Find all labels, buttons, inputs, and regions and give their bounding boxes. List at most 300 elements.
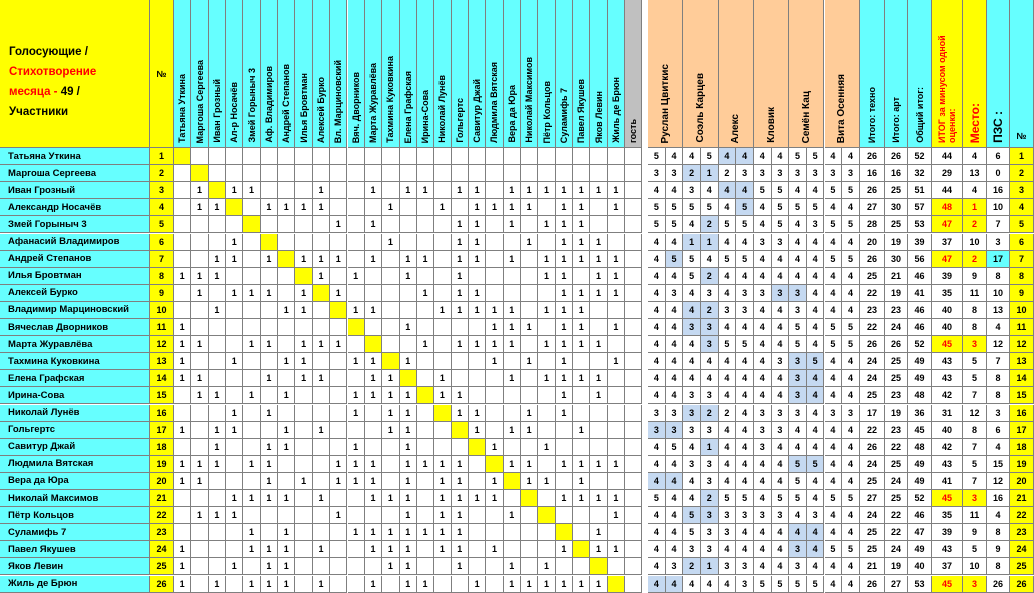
vote-cell	[278, 216, 295, 233]
judge-score-cell: 3	[789, 165, 807, 182]
vote-cell	[486, 387, 503, 404]
judge-score-cell: 4	[666, 541, 684, 558]
vote-cell: 1	[226, 234, 243, 251]
vote-cell: 1	[556, 336, 573, 353]
vote-cell: 1	[243, 182, 260, 199]
vote-cell: 1	[452, 251, 469, 268]
vote-cell: 1	[226, 558, 243, 575]
summary-cell: 11	[963, 285, 987, 302]
vote-cell	[521, 541, 538, 558]
judge-score-cell: 4	[789, 234, 807, 251]
judge-score-cell: 3	[683, 319, 701, 336]
summary-cell: 2	[963, 216, 987, 233]
judge-score-cell: 5	[789, 473, 807, 490]
judge-score-cell: 4	[736, 148, 754, 165]
vote-cell: 1	[191, 473, 208, 490]
vote-cell	[434, 216, 451, 233]
judge-score-cell: 4	[666, 507, 684, 524]
vote-cell	[243, 251, 260, 268]
vote-cell: 1	[434, 199, 451, 216]
vote-cell: 1	[608, 285, 625, 302]
vote-cell	[191, 576, 208, 593]
vote-cell: 1	[469, 251, 486, 268]
vote-cell: 1	[209, 302, 226, 319]
summary-header-label: ПЗС :	[991, 111, 1005, 143]
judge-score-cell: 4	[825, 148, 843, 165]
vote-cell	[573, 524, 590, 541]
vote-cell	[625, 165, 642, 182]
vote-cell	[191, 524, 208, 541]
vote-cell: 1	[590, 576, 607, 593]
judge-score-cell: 4	[648, 302, 666, 319]
summary-cell: 2	[1010, 165, 1034, 182]
voter-column-header	[504, 0, 521, 148]
judge-score-cell: 4	[701, 182, 719, 199]
vote-cell	[556, 558, 573, 575]
participant-number: 6	[150, 234, 174, 251]
judge-score-cell: 4	[719, 576, 737, 593]
vote-cell: 1	[174, 558, 191, 575]
vote-cell	[434, 353, 451, 370]
summary-cell: 14	[1010, 370, 1034, 387]
judge-score-cell: 5	[842, 490, 860, 507]
summary-cell: 16	[1010, 405, 1034, 422]
vote-cell: 1	[261, 199, 278, 216]
participant-number: 24	[150, 541, 174, 558]
vote-cell: 1	[504, 251, 521, 268]
vote-cell: 1	[243, 336, 260, 353]
judge-score-cell: 4	[736, 234, 754, 251]
vote-cell	[191, 405, 208, 422]
summary-cell: 3	[987, 405, 1010, 422]
vote-cell	[295, 268, 312, 285]
vote-cell: 1	[521, 576, 538, 593]
vote-cell: 1	[417, 251, 434, 268]
summary-cell: 11	[1010, 319, 1034, 336]
vote-cell: 1	[313, 268, 330, 285]
vote-cell: 1	[330, 456, 347, 473]
summary-cell: 45	[908, 422, 932, 439]
vote-cell	[330, 353, 347, 370]
vote-cell	[608, 216, 625, 233]
vote-cell	[278, 148, 295, 165]
vote-cell: 1	[209, 507, 226, 524]
vote-cell	[608, 148, 625, 165]
vote-cell	[278, 319, 295, 336]
vote-cell	[191, 302, 208, 319]
vote-cell: 1	[521, 182, 538, 199]
vote-cell	[486, 234, 503, 251]
vote-cell: 1	[556, 319, 573, 336]
judge-score-cell: 4	[666, 387, 684, 404]
judge-score-cell: 5	[789, 490, 807, 507]
summary-cell: 44	[932, 148, 963, 165]
vote-cell: 1	[209, 422, 226, 439]
vote-cell	[243, 234, 260, 251]
vote-cell: 1	[295, 302, 312, 319]
vote-cell	[365, 148, 382, 165]
vote-cell	[313, 558, 330, 575]
vote-cell	[452, 439, 469, 456]
vote-cell	[313, 216, 330, 233]
vote-cell	[174, 182, 191, 199]
vote-cell	[226, 473, 243, 490]
title-line-3-slash: /	[73, 86, 80, 98]
vote-cell: 1	[452, 387, 469, 404]
summary-cell: 10	[963, 558, 987, 575]
vote-cell: 1	[434, 490, 451, 507]
judge-score-cell: 4	[683, 370, 701, 387]
vote-cell: 1	[365, 541, 382, 558]
participant-number: 3	[150, 182, 174, 199]
vote-cell	[191, 541, 208, 558]
summary-cell: 23	[885, 387, 908, 404]
vote-cell: 1	[521, 473, 538, 490]
judge-score-cell: 5	[825, 216, 843, 233]
vote-cell	[295, 541, 312, 558]
judge-score-cell: 3	[772, 507, 790, 524]
summary-cell: 52	[908, 336, 932, 353]
vote-cell	[382, 456, 399, 473]
vote-cell	[348, 251, 365, 268]
judge-score-cell: 5	[825, 182, 843, 199]
voter-name: гость	[628, 119, 639, 143]
judge-score-cell: 3	[789, 353, 807, 370]
summary-cell: 25	[885, 182, 908, 199]
vote-cell: 1	[348, 439, 365, 456]
vote-cell: 1	[174, 541, 191, 558]
vote-cell	[625, 576, 642, 593]
voter-column-header	[521, 0, 538, 148]
vote-cell	[261, 182, 278, 199]
vote-cell	[295, 319, 312, 336]
vote-cell: 1	[590, 268, 607, 285]
judge-score-cell: 3	[789, 541, 807, 558]
judge-score-cell: 4	[701, 353, 719, 370]
judge-score-cell: 4	[736, 473, 754, 490]
vote-cell: 1	[313, 576, 330, 593]
vote-cell: 1	[538, 558, 555, 575]
summary-cell: 46	[908, 507, 932, 524]
judge-score-cell: 4	[807, 405, 825, 422]
judge-score-cell: 4	[825, 576, 843, 593]
judge-score-cell: 3	[719, 302, 737, 319]
judge-score-cell: 4	[807, 422, 825, 439]
vote-cell: 1	[469, 234, 486, 251]
summary-cell: 8	[963, 302, 987, 319]
judge-score-cell: 5	[683, 507, 701, 524]
vote-cell: 1	[174, 576, 191, 593]
vote-cell	[278, 165, 295, 182]
judge-score-cell: 4	[648, 541, 666, 558]
title-line-1: Голосующие /	[9, 46, 88, 58]
voter-name: Вера да Юра	[506, 85, 517, 143]
vote-cell	[330, 165, 347, 182]
summary-cell: 7	[1010, 251, 1034, 268]
vote-cell: 1	[400, 268, 417, 285]
summary-cell: 49	[908, 473, 932, 490]
vote-cell	[243, 199, 260, 216]
judge-score-cell: 4	[754, 251, 772, 268]
vote-cell	[243, 302, 260, 319]
vote-cell: 1	[400, 405, 417, 422]
vote-cell: 1	[608, 182, 625, 199]
vote-cell	[556, 507, 573, 524]
vote-cell: 1	[556, 576, 573, 593]
vote-cell: 1	[573, 473, 590, 490]
vote-cell	[625, 456, 642, 473]
participant-number: 14	[150, 370, 174, 387]
participant-number: 26	[150, 576, 174, 593]
vote-cell: 1	[226, 490, 243, 507]
judge-score-cell: 4	[666, 302, 684, 319]
vote-cell: 1	[556, 405, 573, 422]
vote-cell: 1	[400, 490, 417, 507]
vote-cell	[209, 524, 226, 541]
vote-cell	[504, 524, 521, 541]
vote-cell	[278, 507, 295, 524]
vote-cell: 1	[191, 456, 208, 473]
vote-cell: 1	[504, 319, 521, 336]
participant-number: 13	[150, 353, 174, 370]
judge-score-cell: 4	[719, 370, 737, 387]
summary-cell: 24	[860, 507, 885, 524]
vote-cell	[278, 473, 295, 490]
vote-cell	[313, 387, 330, 404]
vote-cell	[486, 285, 503, 302]
summary-cell: 26	[987, 576, 1010, 593]
vote-cell	[348, 234, 365, 251]
vote-cell	[608, 370, 625, 387]
vote-cell	[486, 558, 503, 575]
judge-score-cell: 3	[701, 541, 719, 558]
vote-cell: 1	[590, 456, 607, 473]
summary-cell: 5	[963, 370, 987, 387]
vote-cell	[625, 370, 642, 387]
judge-score-cell: 5	[736, 490, 754, 507]
vote-cell	[295, 558, 312, 575]
judge-score-cell: 4	[719, 268, 737, 285]
vote-cell: 1	[452, 456, 469, 473]
vote-cell	[486, 182, 503, 199]
summary-cell: 22	[1010, 507, 1034, 524]
vote-cell	[243, 439, 260, 456]
vote-cell	[538, 456, 555, 473]
vote-cell	[573, 165, 590, 182]
judge-score-cell: 4	[666, 490, 684, 507]
vote-cell: 1	[556, 216, 573, 233]
vote-cell	[243, 370, 260, 387]
vote-cell: 1	[261, 576, 278, 593]
vote-cell	[278, 456, 295, 473]
summary-cell: 25	[860, 541, 885, 558]
vote-cell: 1	[382, 387, 399, 404]
judge-score-cell: 5	[648, 199, 666, 216]
vote-cell	[209, 405, 226, 422]
judge-score-cell: 3	[789, 370, 807, 387]
participant-number: 18	[150, 439, 174, 456]
vote-cell	[486, 216, 503, 233]
summary-cell: 43	[932, 541, 963, 558]
vote-cell	[417, 490, 434, 507]
vote-cell: 1	[382, 422, 399, 439]
vote-cell: 1	[209, 576, 226, 593]
vote-cell	[625, 182, 642, 199]
judge-score-cell: 3	[666, 405, 684, 422]
summary-cell: 24	[860, 370, 885, 387]
participant-name: Людмила Вятская	[0, 456, 150, 473]
voter-column-header	[174, 0, 191, 148]
vote-cell: 1	[209, 456, 226, 473]
vote-cell	[191, 422, 208, 439]
vote-cell	[521, 285, 538, 302]
vote-cell	[504, 148, 521, 165]
vote-cell	[625, 473, 642, 490]
vote-cell	[348, 336, 365, 353]
summary-header-label: Итого: техно	[867, 86, 877, 143]
judge-score-cell: 5	[825, 319, 843, 336]
vote-cell	[417, 405, 434, 422]
summary-cell: 9	[1010, 285, 1034, 302]
vote-cell: 1	[538, 370, 555, 387]
summary-cell: 8	[987, 387, 1010, 404]
vote-cell	[486, 422, 503, 439]
judge-score-cell: 5	[754, 182, 772, 199]
judge-score-cell: 4	[736, 456, 754, 473]
vote-cell	[382, 268, 399, 285]
vote-cell: 1	[538, 576, 555, 593]
summary-cell: 45	[932, 490, 963, 507]
judge-score-cell: 5	[789, 148, 807, 165]
vote-cell	[261, 524, 278, 541]
vote-cell	[590, 422, 607, 439]
vote-cell	[330, 524, 347, 541]
summary-cell: 19	[885, 285, 908, 302]
judge-score-cell: 3	[754, 507, 772, 524]
voter-column-header	[452, 0, 469, 148]
judge-score-cell: 4	[789, 507, 807, 524]
vote-cell: 1	[556, 370, 573, 387]
summary-cell: 46	[908, 268, 932, 285]
vote-cell	[486, 370, 503, 387]
vote-cell: 1	[278, 524, 295, 541]
vote-cell	[625, 422, 642, 439]
vote-cell	[625, 353, 642, 370]
judge-score-cell: 5	[789, 576, 807, 593]
summary-cell: 8	[963, 422, 987, 439]
voter-name: Маргоша Сергеева	[194, 59, 205, 143]
summary-cell: 5	[1010, 216, 1034, 233]
judge-score-cell: 4	[666, 148, 684, 165]
vote-cell	[573, 507, 590, 524]
summary-cell: 45	[932, 336, 963, 353]
vote-cell	[261, 387, 278, 404]
judge-score-cell: 3	[736, 507, 754, 524]
vote-cell	[278, 285, 295, 302]
vote-cell	[313, 285, 330, 302]
vote-cell	[226, 199, 243, 216]
vote-cell: 1	[573, 456, 590, 473]
voter-name: Ал-р Носачёв	[229, 82, 240, 143]
voter-name: Яков Левин	[593, 90, 604, 143]
judge-score-cell: 4	[648, 268, 666, 285]
judge-score-cell: 2	[701, 490, 719, 507]
vote-cell	[556, 148, 573, 165]
summary-cell: 26	[860, 148, 885, 165]
participant-name: Гольгертс	[0, 422, 150, 439]
vote-cell	[538, 507, 555, 524]
vote-cell	[243, 507, 260, 524]
vote-cell	[400, 285, 417, 302]
vote-cell	[365, 285, 382, 302]
judge-score-cell: 5	[842, 251, 860, 268]
vote-cell: 1	[365, 216, 382, 233]
vote-cell	[382, 336, 399, 353]
participant-name: Павел Якушев	[0, 541, 150, 558]
summary-cell: 53	[908, 576, 932, 593]
vote-cell: 1	[330, 507, 347, 524]
judge-score-cell: 5	[772, 182, 790, 199]
vote-cell	[174, 165, 191, 182]
vote-cell	[521, 558, 538, 575]
vote-cell: 1	[400, 387, 417, 404]
summary-cell: 25	[860, 524, 885, 541]
vote-cell: 1	[209, 199, 226, 216]
vote-cell	[330, 268, 347, 285]
vote-cell	[434, 558, 451, 575]
judge-score-cell: 3	[719, 507, 737, 524]
judge-score-cell: 3	[789, 302, 807, 319]
vote-cell: 1	[278, 199, 295, 216]
vote-cell	[313, 165, 330, 182]
participant-name: Пётр Кольцов	[0, 507, 150, 524]
vote-cell	[348, 576, 365, 593]
vote-cell: 1	[243, 541, 260, 558]
vote-cell: 1	[417, 524, 434, 541]
vote-cell	[382, 319, 399, 336]
judge-score-cell: 4	[754, 336, 772, 353]
vote-cell	[417, 302, 434, 319]
vote-cell	[226, 576, 243, 593]
vote-cell	[382, 473, 399, 490]
summary-cell: 5	[963, 353, 987, 370]
vote-cell	[174, 199, 191, 216]
judge-column-header	[683, 0, 718, 148]
voter-column-header	[313, 0, 330, 148]
summary-cell: 16	[987, 490, 1010, 507]
vote-cell	[243, 422, 260, 439]
vote-cell	[382, 216, 399, 233]
vote-cell	[538, 148, 555, 165]
judge-score-cell: 3	[754, 422, 772, 439]
judge-score-cell: 4	[683, 302, 701, 319]
vote-cell: 1	[486, 353, 503, 370]
judge-score-cell: 5	[842, 182, 860, 199]
vote-cell: 1	[434, 387, 451, 404]
vote-cell	[625, 148, 642, 165]
vote-cell	[590, 439, 607, 456]
vote-cell	[417, 473, 434, 490]
summary-cell: 2	[963, 251, 987, 268]
summary-cell: 43	[932, 353, 963, 370]
voter-name: Ирина-Сова	[420, 89, 431, 143]
judge-score-cell: 3	[683, 405, 701, 422]
vote-cell: 1	[434, 473, 451, 490]
judge-score-cell: 3	[719, 558, 737, 575]
judge-score-cell: 4	[719, 234, 737, 251]
vote-cell	[295, 234, 312, 251]
judge-score-cell: 3	[666, 165, 684, 182]
